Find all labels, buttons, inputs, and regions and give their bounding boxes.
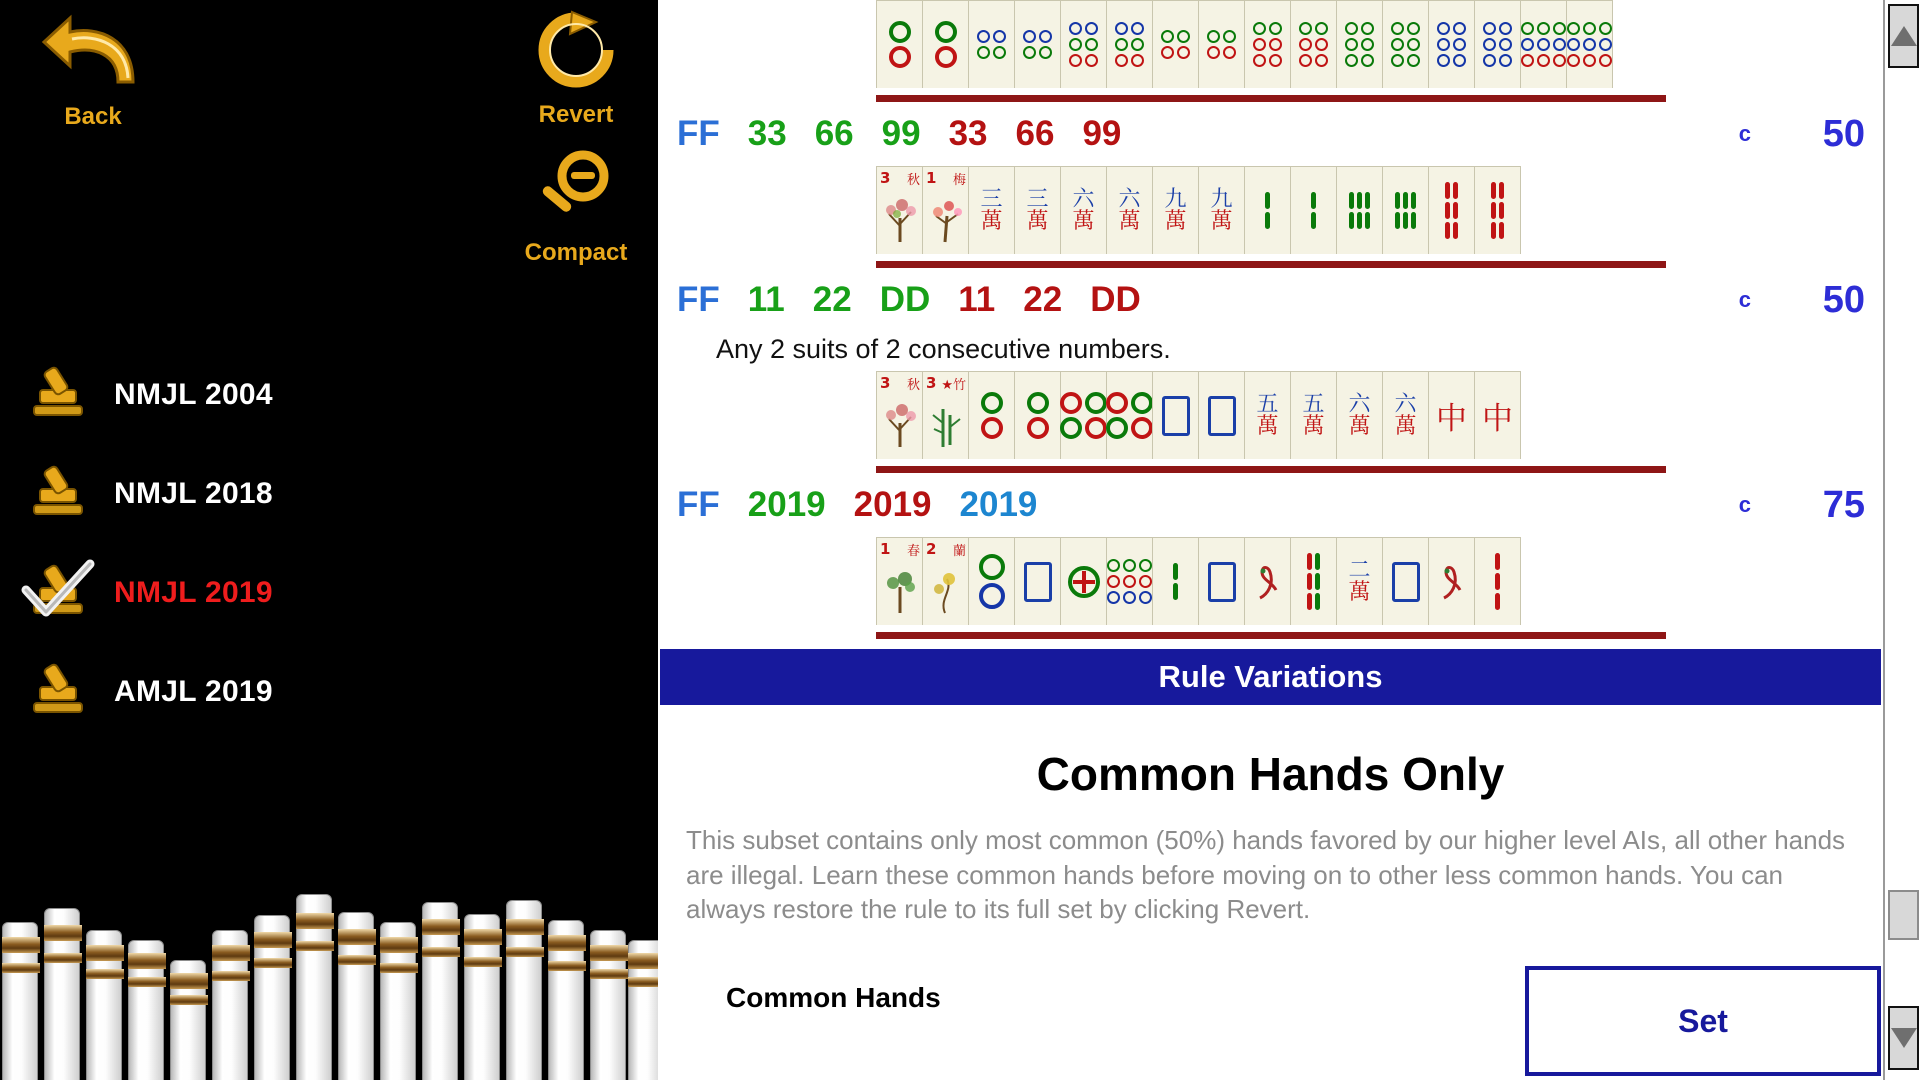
compact-button[interactable]: [480, 150, 672, 267]
concealed-mark: c: [1738, 492, 1751, 517]
scroll-up-button[interactable]: [1888, 4, 1919, 68]
hands-main-panel: [658, 0, 1883, 1080]
triangle-up-icon: [1891, 26, 1917, 46]
tile-row-underline: [876, 261, 1666, 268]
common-hands-label: Common Hands: [726, 982, 941, 1013]
variation-description: This subset contains only most common (50%) hands favored by our higher level AIs, all other hands are illegal. Learn these common hands before moving on to other less common hands. You can always restore the rule to its full set by clicking Revert.: [686, 825, 1846, 925]
hand-code: 11: [747, 280, 785, 319]
tile-bam-2: [1152, 537, 1199, 625]
hand-code: 33: [747, 114, 787, 153]
tile-row-underline: [876, 95, 1666, 102]
tile-sequence: [876, 537, 1883, 632]
tile-flower-autumn: 3 秋: [876, 166, 923, 254]
tile-red-dragon: [1428, 371, 1475, 459]
tile-dot-3: [922, 0, 969, 88]
hand-code: 22: [1023, 280, 1063, 319]
tile-dot-9: [1106, 0, 1153, 88]
white-dragon-icon: [1392, 562, 1420, 602]
tile-char-9: 九 萬: [1152, 166, 1199, 254]
white-dragon-icon: [1208, 562, 1236, 602]
hand-score: 75: [1822, 483, 1865, 526]
back-label: Back: [64, 103, 122, 130]
undo-arrow-icon: [18, 12, 168, 99]
left-toolbar-panel: [0, 0, 658, 1080]
hand-code: 2019: [959, 485, 1038, 524]
tile-dot-9-mixed: [1520, 0, 1567, 88]
tile-char-9: 九 萬: [1198, 166, 1245, 254]
triangle-down-icon: [1891, 1028, 1917, 1048]
hand-code: 2019: [853, 485, 932, 524]
tile-dot-9-blue: [1474, 0, 1521, 88]
sidebar-item-label: NMJL 2019: [114, 575, 273, 609]
set-button[interactable]: [1525, 966, 1881, 1076]
scroll-thumb[interactable]: [1888, 890, 1919, 940]
magnifier-icon: [480, 150, 672, 235]
hand-code: FF: [677, 280, 720, 319]
tile-bam-9-red: [1474, 166, 1521, 254]
hand-code: 2019: [747, 485, 826, 524]
tile-dot-2-big: [968, 537, 1015, 625]
tile-char-5: 五 萬: [1244, 371, 1291, 459]
tile-bam-3: [1336, 0, 1383, 88]
tile-sequence: [876, 371, 1883, 466]
hand-code-row: [661, 268, 1883, 332]
hand-code: 66: [814, 114, 854, 153]
tile-dot-6: [1106, 537, 1153, 625]
hand-code: FF: [677, 114, 720, 153]
tile-dot-6: [1014, 0, 1061, 88]
concealed-mark: c: [1738, 121, 1751, 146]
hand-code: 99: [881, 114, 921, 153]
tile-white-dragon: [1152, 371, 1199, 459]
decorative-tile-rods: [0, 865, 658, 1080]
tile-bam-6: [1336, 166, 1383, 254]
tile-white-dragon: [1198, 537, 1245, 625]
hand-code: 99: [1082, 114, 1122, 153]
tile-dot-6: [1290, 0, 1337, 88]
tile-red-dragon: [1474, 371, 1521, 459]
sidebar-item-nmjl-2019[interactable]: [0, 543, 658, 642]
tile-dot-4: [1060, 371, 1107, 459]
sidebar-item-amjl-2019[interactable]: [0, 642, 658, 741]
tile-bam-6-red: [1290, 537, 1337, 625]
tile-dot-4: [1106, 371, 1153, 459]
hand-score: 50: [1822, 278, 1865, 321]
sidebar-item-label: NMJL 2004: [114, 377, 273, 411]
tile-char-6: 六 萬: [1336, 371, 1383, 459]
white-dragon-icon: [1208, 396, 1236, 436]
sidebar-item-label: NMJL 2018: [114, 476, 273, 510]
red-dragon-icon: 中: [1482, 401, 1513, 437]
tile-char-5: 五 萬: [1290, 371, 1337, 459]
rule-set-list: [0, 345, 658, 741]
tile-char-3: 三 萬: [1014, 166, 1061, 254]
hand-row[interactable]: [658, 166, 1883, 365]
tile-dot-9-blue: [1428, 0, 1475, 88]
tile-char-6: 六 萬: [1060, 166, 1107, 254]
hand-code: 11: [958, 280, 996, 319]
tile-bam-2: [1244, 166, 1291, 254]
variation-footer: [658, 960, 1883, 1080]
tile-dot-3: [1198, 0, 1245, 88]
tile-bam-3: [1382, 0, 1429, 88]
hand-note: Any 2 suits of 2 consecutive numbers.: [716, 334, 1171, 364]
red-dragon-icon: 中: [1436, 401, 1467, 437]
rule-variations-title: Rule Variations: [1158, 659, 1383, 694]
tile-dot-9: [1060, 0, 1107, 88]
tile-flower-autumn: 3 秋: [876, 371, 923, 459]
white-dragon-icon: [1162, 396, 1190, 436]
sidebar-item-nmjl-2004[interactable]: [0, 345, 658, 444]
tile-dot-3: [876, 0, 923, 88]
gavel-icon: [24, 562, 92, 624]
hand-code: FF: [677, 485, 720, 524]
revert-label: Revert: [538, 101, 614, 128]
gavel-icon: [24, 463, 92, 525]
tile-char-3: 三 萬: [968, 166, 1015, 254]
sidebar-item-label: AMJL 2019: [114, 674, 273, 708]
sidebar-item-nmjl-2018[interactable]: [0, 444, 658, 543]
tile-dot-3: [1014, 371, 1061, 459]
set-button-label: Set: [1678, 1002, 1728, 1039]
tile-bam-2: [1290, 166, 1337, 254]
variation-name: Common Hands Only: [1036, 748, 1505, 800]
gavel-icon: [24, 364, 92, 426]
compact-label: Compact: [524, 239, 628, 266]
hand-row[interactable]: [658, 0, 1883, 166]
tile-char-6: 六 萬: [1382, 371, 1429, 459]
tile-row-underline: [876, 632, 1666, 639]
tile-bam-6: [1382, 166, 1429, 254]
hand-code: DD: [879, 280, 931, 319]
back-button[interactable]: [18, 12, 168, 131]
tile-dot-9-mixed: [1566, 0, 1613, 88]
hand-score: 50: [1822, 112, 1865, 155]
tile-bam-1: [1244, 537, 1291, 625]
scroll-down-button[interactable]: [1888, 1006, 1919, 1070]
tile-char-2: 二 萬: [1336, 537, 1383, 625]
tile-dot-6: [968, 0, 1015, 88]
refresh-arrow-icon: [486, 8, 666, 97]
tile-dot-6: [1244, 0, 1291, 88]
tile-flower-bamboo: 3 ★竹: [922, 371, 969, 459]
tile-white-dragon: [1382, 537, 1429, 625]
tile-flower-spring: 1 春: [876, 537, 923, 625]
tile-green-dragon: [1060, 537, 1107, 625]
hand-code: DD: [1090, 280, 1141, 319]
tile-dot-3: [968, 371, 1015, 459]
white-dragon-icon: [1024, 562, 1052, 602]
checkmark-icon: [20, 556, 98, 631]
concealed-mark: c: [1738, 287, 1751, 312]
tile-bam-3-red: [1474, 537, 1521, 625]
gavel-icon: [24, 661, 92, 723]
hand-row[interactable]: [658, 371, 1883, 537]
bird-icon: [1254, 560, 1282, 604]
tile-dot-3: [1152, 0, 1199, 88]
tile-row-underline: [876, 466, 1666, 473]
tile-bam-1: [1428, 537, 1475, 625]
hand-code-row: [661, 473, 1883, 537]
revert-button[interactable]: [486, 8, 666, 129]
green-dragon-icon: [1067, 565, 1101, 599]
hand-code-row: [661, 102, 1883, 166]
hand-row-partial[interactable]: [658, 537, 1883, 639]
tile-char-6: 六 萬: [1106, 166, 1153, 254]
tile-bam-9-red: [1428, 166, 1475, 254]
tile-white-dragon: [1198, 371, 1245, 459]
hand-code: 22: [812, 280, 852, 319]
tile-sequence: [876, 0, 1883, 95]
hand-code: 66: [1015, 114, 1055, 153]
tile-flower-orchid: 2 蘭: [922, 537, 969, 625]
tile-sequence: [876, 166, 1883, 261]
rule-variations-bar[interactable]: [660, 649, 1881, 705]
tile-white-dragon: [1014, 537, 1061, 625]
vertical-scrollbar[interactable]: [1883, 0, 1920, 1080]
tile-flower-plum: 1 梅: [922, 166, 969, 254]
hand-code: 33: [948, 114, 988, 153]
bird-icon: [1438, 560, 1466, 604]
